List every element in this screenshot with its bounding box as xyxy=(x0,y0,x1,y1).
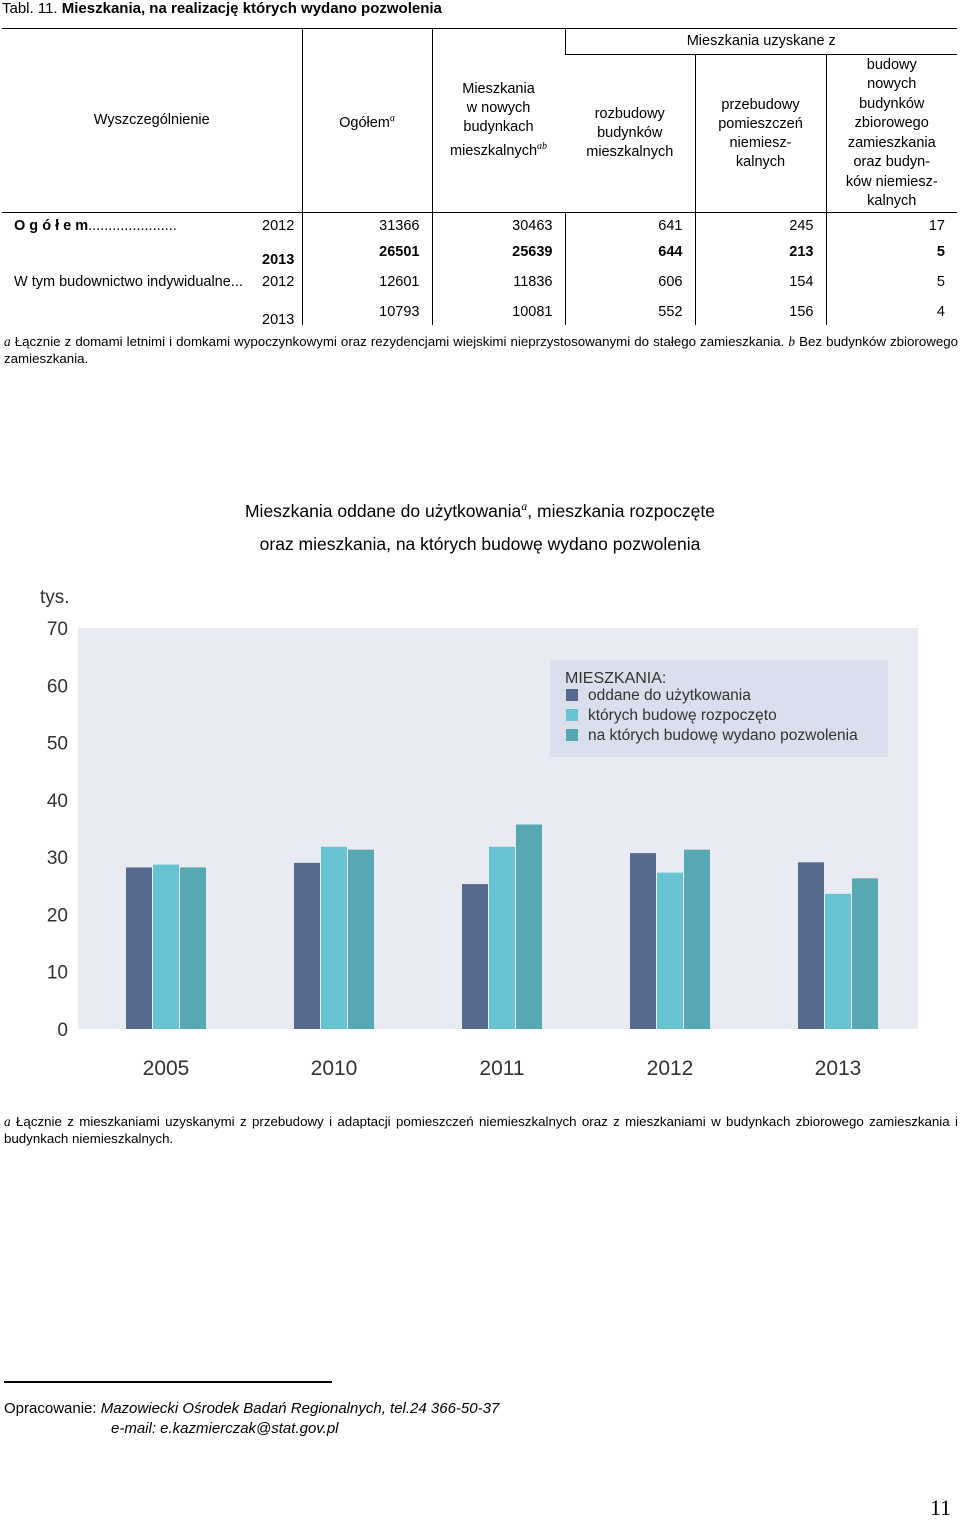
chart-title-sup: a xyxy=(521,499,528,513)
table-cell: 156 xyxy=(695,299,826,325)
table-body xyxy=(2,213,957,326)
y-tick-label: 10 xyxy=(46,962,68,984)
chart-footnote xyxy=(4,1113,958,1147)
table-cell: 31366 xyxy=(302,213,432,240)
footnote-a-text: Łącznie z domami letnimi i domkami wypoczynkowymi oraz rezydencjami wiejskimi nieprzystosowanymi do stałego zamieszkania. xyxy=(10,334,789,349)
bar-2012-series-1 xyxy=(657,873,683,1029)
header-line: oraz budyn- xyxy=(853,154,931,170)
y-tick-label: 50 xyxy=(46,733,68,755)
table-title-text: Mieszkania, na realizację których wydano pozwolenia xyxy=(61,0,442,17)
header-line: kalnych xyxy=(867,193,917,209)
y-tick-label: 70 xyxy=(46,619,68,640)
header-line: rozbudowy xyxy=(594,106,665,122)
y-tick-label: 40 xyxy=(46,790,68,812)
legend-label: których budowę rozpoczęto xyxy=(588,707,777,724)
header-ogolem-sup: a xyxy=(389,112,395,124)
bar-2013-series-1 xyxy=(825,894,851,1029)
source-label: Opracowanie: xyxy=(4,1400,101,1417)
footnote-a-marker: a xyxy=(4,334,11,349)
chart-footnote-marker: a xyxy=(4,1114,11,1129)
header-line: niemiesz- xyxy=(729,134,792,151)
chart-title xyxy=(0,490,960,561)
legend-swatch xyxy=(566,729,578,741)
header-collective xyxy=(826,55,957,213)
row-year: 2013 xyxy=(262,252,295,268)
bar-2005-series-0 xyxy=(126,867,152,1029)
table-cell: 5 xyxy=(826,265,957,299)
source-org: Mazowiecki Ośrodek Badań Regionalnych, tel.24 366-50-37 xyxy=(100,1400,500,1417)
y-tick-label: 20 xyxy=(46,905,68,927)
table-row xyxy=(2,299,957,325)
table-cell: 5 xyxy=(826,239,957,265)
chart-title-part: , mieszkania rozpoczęte xyxy=(527,500,716,521)
header-group: Mieszkania uzyskane z xyxy=(565,29,957,55)
bar-2012-series-0 xyxy=(630,853,656,1029)
legend-swatch xyxy=(566,709,578,721)
chart-title-line1 xyxy=(0,490,960,528)
table-cell: 30463 xyxy=(432,213,565,240)
header-ogolem xyxy=(302,29,432,213)
header-line: mieszkalnych xyxy=(586,144,674,160)
row-year: 2013 xyxy=(262,312,295,328)
table-cell: 641 xyxy=(565,213,695,240)
bar-2011-series-0 xyxy=(462,884,488,1029)
chart-footnote-text: Łącznie z mieszkaniami uzyskanymi z przebudowy i adaptacji pomieszczeń niemieszkalnych oraz z mieszkaniami w budynkach zbiorowego zamieszkania i budynkach niemieszkalnych. xyxy=(4,1114,958,1146)
table-cell: 213 xyxy=(695,239,826,265)
header-ogolem-label: Ogółem xyxy=(339,114,390,131)
row-label xyxy=(2,239,302,268)
table-cell: 4 xyxy=(826,299,957,325)
source-note xyxy=(4,1399,499,1439)
table-cell: 17 xyxy=(826,213,957,240)
bar-2012-series-2 xyxy=(684,850,710,1029)
header-line: zamieszkania xyxy=(847,134,936,151)
x-tick-label: 2011 xyxy=(479,1057,525,1080)
table-cell: 11836 xyxy=(432,265,565,299)
row-label xyxy=(2,299,302,328)
header-line: budynków xyxy=(597,125,663,141)
table-title-prefix: Tabl. 11. xyxy=(2,0,62,17)
header-line: budynków xyxy=(859,95,925,112)
chart-title-line2: oraz mieszkania, na których budowę wydano pozwolenia xyxy=(259,533,701,554)
row-label-text: O g ó ł e m xyxy=(14,218,89,234)
x-tick-label: 2013 xyxy=(814,1057,862,1080)
y-axis-unit-label: tys. xyxy=(40,587,70,608)
y-tick-label: 30 xyxy=(46,848,68,870)
table-cell: 644 xyxy=(565,239,695,265)
bar-2013-series-2 xyxy=(852,878,878,1029)
header-line: budynkach xyxy=(463,119,534,136)
row-label xyxy=(2,265,302,299)
row-label xyxy=(2,213,302,240)
table-cell: 12601 xyxy=(302,265,432,299)
table-cell: 154 xyxy=(695,265,826,299)
x-tick-label: 2010 xyxy=(310,1057,358,1080)
footnote-b-marker: b xyxy=(788,334,796,349)
bar-2011-series-2 xyxy=(516,824,542,1029)
source-divider xyxy=(4,1381,332,1383)
header-conversion xyxy=(695,55,826,213)
bar-2005-series-1 xyxy=(153,865,179,1029)
header-line: budowy xyxy=(866,56,917,73)
table-footnote xyxy=(4,333,958,367)
row-label-text: W tym budownictwo indywidualne xyxy=(14,274,231,290)
header-wyszczegolnienie: Wyszczególnienie xyxy=(2,29,302,213)
row-year: 2012 xyxy=(262,218,295,234)
table-cell: 25639 xyxy=(432,239,565,265)
header-line: kalnych xyxy=(735,153,786,170)
bar-2010-series-1 xyxy=(321,847,347,1029)
table-title xyxy=(2,0,442,17)
bar-chart xyxy=(0,580,960,1090)
header-extension xyxy=(565,55,695,213)
table-row xyxy=(2,265,957,299)
row-label-dots: ... xyxy=(230,274,243,290)
header-line: nowych xyxy=(867,76,917,92)
table-cell: 26501 xyxy=(302,239,432,265)
legend-label: oddane do użytkowania xyxy=(588,687,751,704)
header-line: przebudowy xyxy=(721,96,800,113)
footnote-b-text: Bez budynków zbiorowego zamieszkania. xyxy=(4,334,959,366)
bar-2010-series-2 xyxy=(348,850,374,1029)
x-tick-label: 2005 xyxy=(142,1057,190,1080)
y-tick-label: 60 xyxy=(46,676,68,698)
header-line: pomieszczeń xyxy=(718,115,803,132)
bar-2010-series-0 xyxy=(294,863,320,1029)
header-line: mieszkalnych xyxy=(449,142,538,159)
header-line: Mieszkania xyxy=(462,81,535,98)
table-cell: 552 xyxy=(565,299,695,325)
header-new-residential xyxy=(432,29,565,213)
y-tick-label: 0 xyxy=(57,1020,68,1041)
bar-2011-series-1 xyxy=(489,847,515,1029)
row-label-dots: ...................... xyxy=(88,218,177,234)
legend-label: na których budowę wydano pozwolenia xyxy=(588,727,858,744)
chart-title-part: Mieszkania oddane do użytkowania xyxy=(244,500,522,521)
header-line: ków niemiesz- xyxy=(845,173,938,190)
page-number: 11 xyxy=(930,1495,952,1520)
table-cell: 606 xyxy=(565,265,695,299)
header-new-residential-sup: ab xyxy=(537,141,548,153)
table-row xyxy=(2,239,957,265)
table-row xyxy=(2,213,957,240)
header-line: zbiorowego xyxy=(854,115,929,131)
x-tick-label: 2012 xyxy=(646,1057,694,1080)
table-cell: 10793 xyxy=(302,299,432,325)
row-year: 2012 xyxy=(262,274,295,290)
header-line: w nowych xyxy=(466,100,531,117)
source-email: e-mail: e.kazmierczak@stat.gov.pl xyxy=(111,1420,339,1437)
bar-2005-series-2 xyxy=(180,867,206,1029)
legend-title: MIESZKANIA: xyxy=(565,670,667,687)
bar-2013-series-0 xyxy=(798,862,824,1029)
table-cell: 245 xyxy=(695,213,826,240)
permits-table xyxy=(2,28,957,328)
legend-swatch xyxy=(566,689,578,701)
table-cell: 10081 xyxy=(432,299,565,325)
